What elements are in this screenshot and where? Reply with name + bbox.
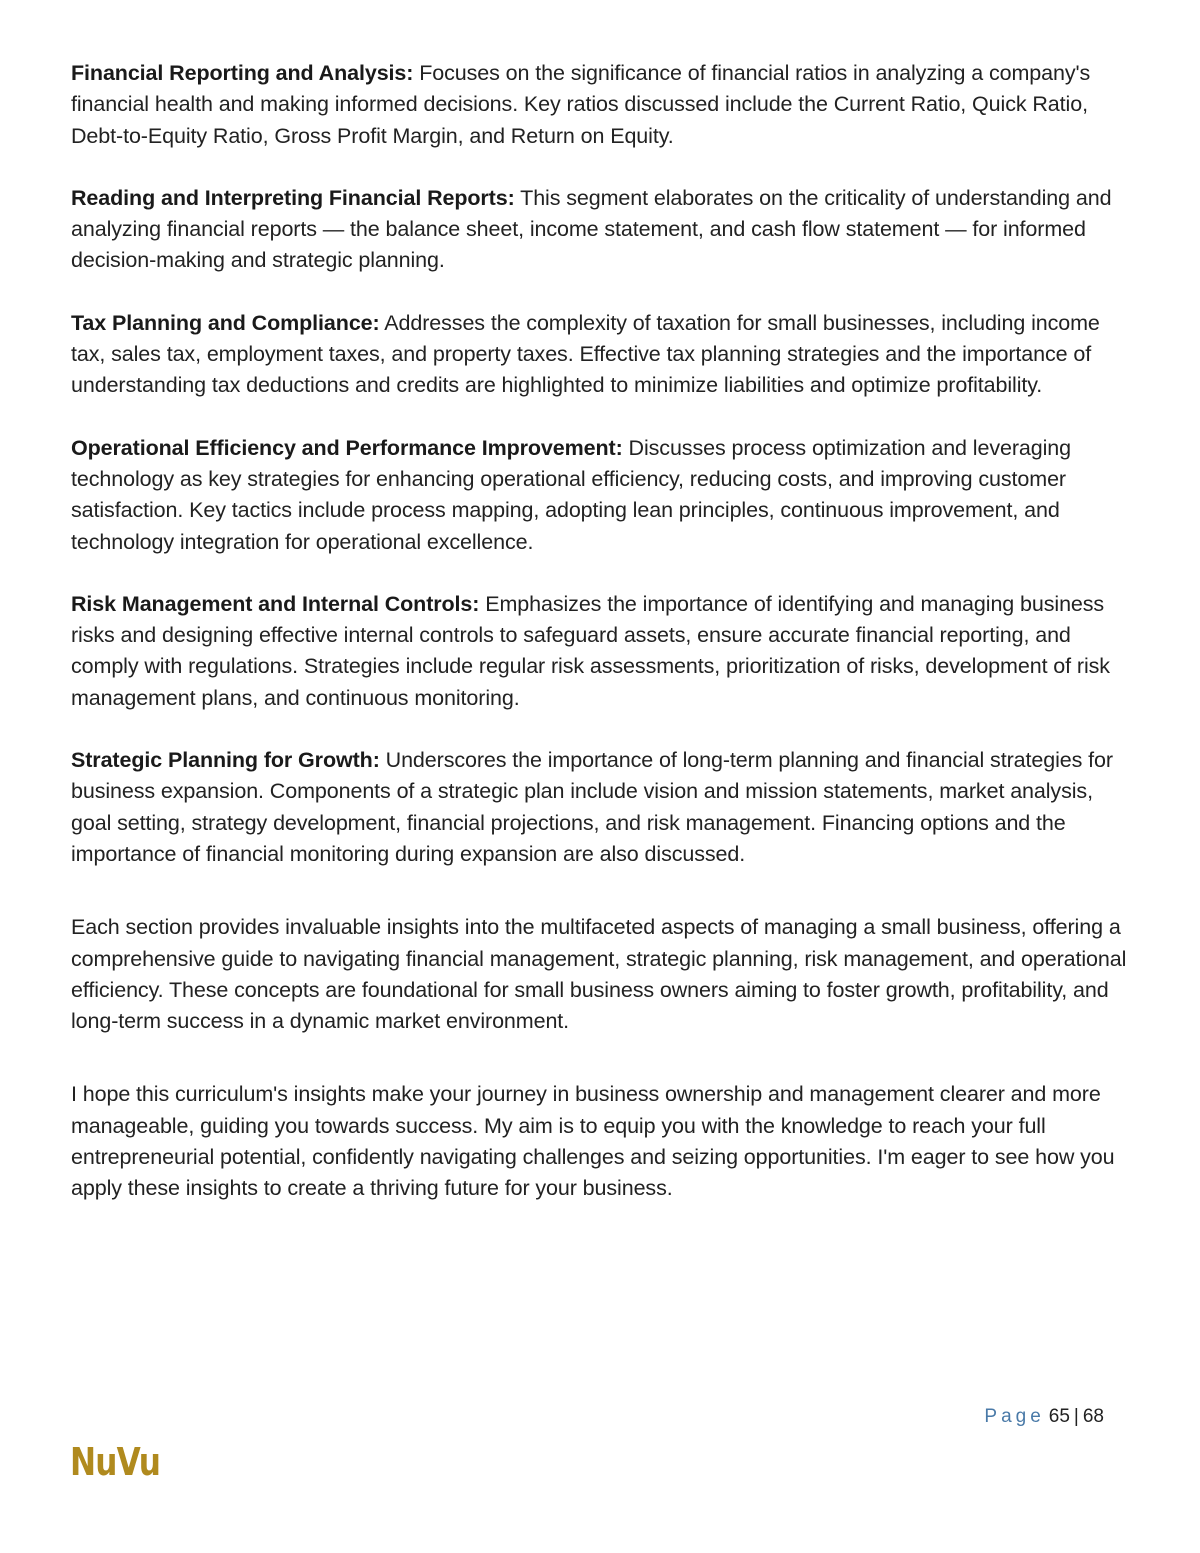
page-content — [71, 58, 1131, 1236]
section-risk-management — [71, 589, 1131, 714]
section-body: This segment elaborates on the criticality of understanding and analyzing financial reports — the balance sheet, income statement, and cash flow statement — for informed decision-making and strategic planning. — [71, 185, 1112, 273]
section-body: Addresses the complexity of taxation for small businesses, including income tax, sales tax, employment taxes, and property taxes. Effective tax planning strategies and the importance of understanding tax deductions and credits are highlighted to minimize liabilities and optimize profitability. — [71, 310, 1100, 398]
total-pages: 68 — [1082, 1406, 1104, 1427]
section-strategic-planning — [71, 745, 1131, 870]
page-label: Page — [984, 1406, 1045, 1427]
section-body: Emphasizes the importance of identifying and managing business risks and designing effective internal controls to safeguard assets, ensure accurate financial reporting, and comply with regulations. Strategies include regular risk assessments, prioritization of risks, development of risk management plans, and continuous monitoring. — [71, 591, 1110, 710]
section-heading: Financial Reporting and Analysis: — [71, 61, 414, 85]
section-body: Focuses on the significance of financial ratios in analyzing a company's financial health and making informed decisions. Key ratios discussed include the Current Ratio, Quick Ratio, Debt-to-Equity Ratio, Gross Profit Margin, and Return on Equity. — [71, 61, 1091, 148]
summary-paragraph: Each section provides invaluable insights into the multifaceted aspects of managing a small business, offering a comprehensive guide to navigating financial management, strategic planning, risk management, and operational efficiency. These concepts are foundational for small business owners aiming to foster growth, profitability, and long-term success in a dynamic market environment. — [71, 915, 1127, 1034]
section-heading: Tax Planning and Compliance: — [71, 310, 380, 335]
section-financial-reporting — [71, 58, 1131, 152]
section-reading-reports — [71, 183, 1131, 277]
page-separator: | — [1073, 1406, 1079, 1427]
current-page: 65 — [1048, 1406, 1070, 1427]
nuvu-logo: NuVu — [70, 1440, 161, 1484]
section-heading: Operational Efficiency and Performance Improvement: — [71, 435, 623, 460]
section-heading: Risk Management and Internal Controls: — [71, 591, 480, 616]
section-operational-efficiency — [71, 433, 1131, 558]
section-heading: Reading and Interpreting Financial Reports: — [71, 185, 515, 210]
page-number — [984, 1406, 1104, 1428]
section-body: Underscores the importance of long-term planning and financial strategies for business expansion. Components of a strategic plan include vision and mission statements, market analysis, goal setting, strategy development, financial projections, and risk management. Financing options and the importance of financial monitoring during expansion are also discussed. — [71, 748, 1113, 866]
section-tax-planning — [71, 308, 1131, 402]
section-body: Discusses process optimization and leveraging technology as key strategies for enhancing operational efficiency, reducing costs, and improving customer satisfaction. Key tactics include process mapping, adopting lean principles, continuous improvement, and technology integration for operational excellence. — [71, 435, 1071, 554]
closing-paragraph: I hope this curriculum's insights make your journey in business ownership and management clearer and more manageable, guiding you towards success. My aim is to equip you with the knowledge to reach your full entrepreneurial potential, confidently navigating challenges and seizing opportunities. I'm eager to see how you apply these insights to create a thriving future for your business. — [71, 1082, 1115, 1201]
section-heading: Strategic Planning for Growth: — [71, 748, 380, 773]
